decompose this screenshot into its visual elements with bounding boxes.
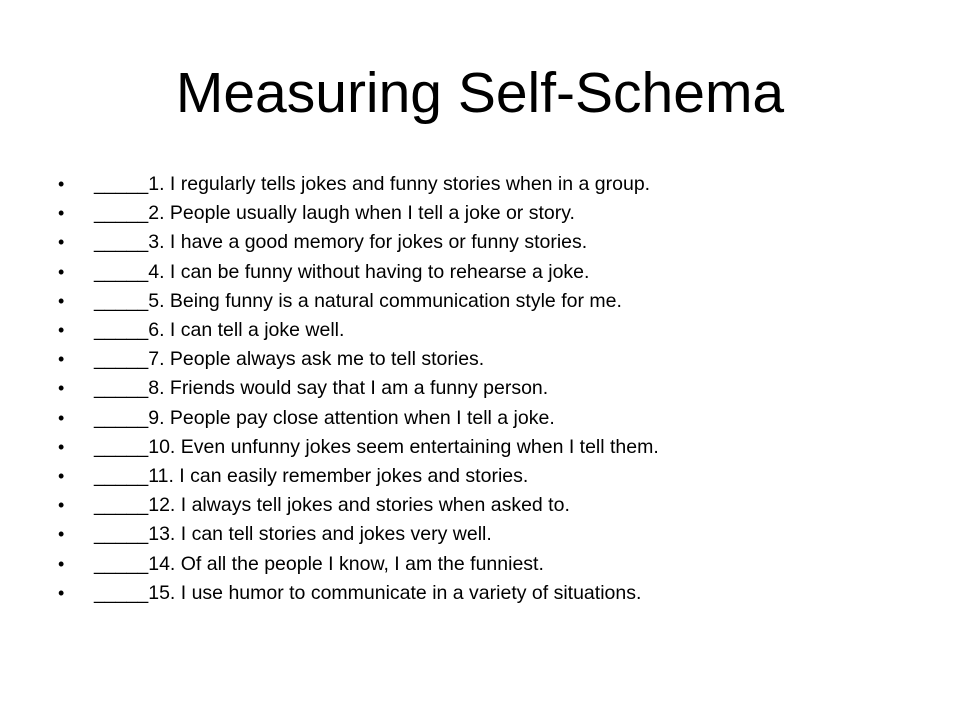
bullet-icon: • — [58, 524, 65, 545]
list-item — [58, 345, 938, 374]
item-text: _____10. Even unfunny jokes seem entertaining when I tell them. — [94, 435, 659, 458]
list-item — [58, 170, 938, 199]
item-text: _____11. I can easily remember jokes and stories. — [94, 465, 529, 488]
item-text: _____8. Friends would say that I am a funny person. — [94, 377, 549, 400]
list-item — [58, 491, 938, 520]
bullet-icon: • — [58, 261, 65, 282]
bullet-icon: • — [58, 553, 65, 574]
item-text: _____9. People pay close attention when I tell a joke. — [94, 406, 555, 429]
list-item — [58, 404, 938, 433]
list-item — [58, 374, 938, 403]
item-text: _____14. Of all the people I know, I am the funniest. — [94, 552, 544, 575]
list-item — [58, 199, 938, 228]
bullet-icon: • — [58, 466, 65, 487]
item-text: _____3. I have a good memory for jokes or funny stories. — [94, 231, 588, 254]
bullet-icon: • — [58, 349, 65, 370]
bullet-icon: • — [58, 203, 65, 224]
item-text: _____7. People always ask me to tell stories. — [94, 348, 485, 371]
bullet-icon: • — [58, 436, 65, 457]
list-item — [58, 316, 938, 345]
list-item — [58, 579, 938, 608]
bullet-icon: • — [58, 495, 65, 516]
questionnaire-list — [58, 170, 938, 608]
list-item — [58, 433, 938, 462]
slide-title: Measuring Self-Schema — [175, 61, 785, 125]
item-text: _____15. I use humor to communicate in a variety of situations. — [94, 581, 642, 604]
item-text: _____2. People usually laugh when I tell a joke or story. — [94, 202, 575, 225]
item-text: _____6. I can tell a joke well. — [94, 319, 345, 342]
bullet-icon: • — [58, 407, 65, 428]
list-item — [58, 462, 938, 491]
list-item — [58, 228, 938, 257]
bullet-icon: • — [58, 320, 65, 341]
item-text: _____13. I can tell stories and jokes very well. — [94, 523, 492, 546]
list-item — [58, 550, 938, 579]
item-text: _____5. Being funny is a natural communication style for me. — [94, 289, 622, 312]
bullet-icon: • — [58, 174, 65, 194]
list-item — [58, 258, 938, 287]
bullet-icon: • — [58, 290, 65, 311]
bullet-icon: • — [58, 582, 65, 603]
list-item — [58, 287, 938, 316]
bullet-icon: • — [58, 378, 65, 399]
bullet-icon: • — [58, 232, 65, 253]
list-item — [58, 520, 938, 549]
item-text: _____4. I can be funny without having to rehearse a joke. — [94, 260, 590, 283]
item-text: _____12. I always tell jokes and stories when asked to. — [94, 494, 570, 517]
item-text: _____1. I regularly tells jokes and funny stories when in a group. — [94, 173, 651, 195]
